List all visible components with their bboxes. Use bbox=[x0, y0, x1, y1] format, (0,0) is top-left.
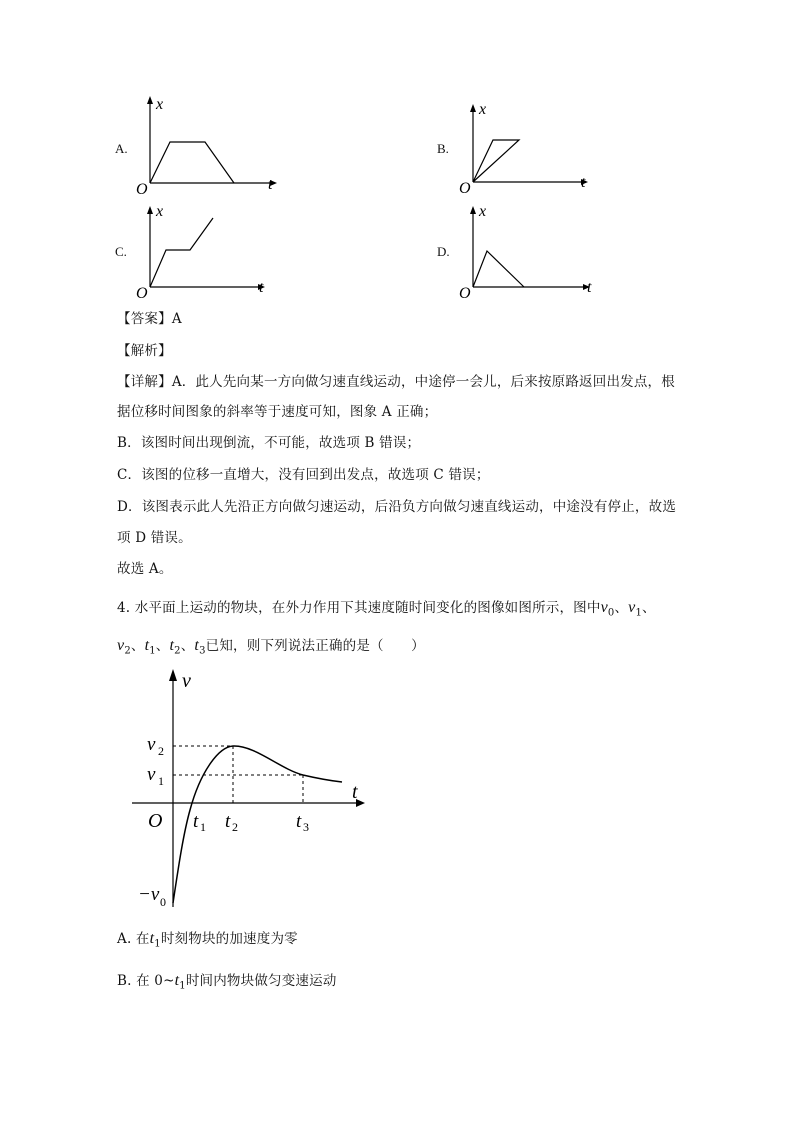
x-axis-label: x bbox=[156, 96, 164, 113]
velocity-time-graph bbox=[130, 665, 380, 915]
option-d-label: D. bbox=[437, 244, 450, 259]
detail-line-1: 【详解】A．此人先向某一方向做匀速直线运动，中途停一会儿，后来按原路返回出发点，根 bbox=[117, 374, 675, 390]
origin-label: O bbox=[459, 180, 471, 197]
detail-line-2: 据位移时间图象的斜率等于速度可知，图象 A 正确； bbox=[117, 404, 438, 420]
detail-line-4: C．该图的位移一直增大，没有回到出发点，故选项 C 错误； bbox=[117, 467, 490, 483]
origin-label: O bbox=[136, 181, 148, 198]
choice-b: B. 在 $0\sim t_1$时间内物块做匀变速运动 bbox=[117, 972, 337, 992]
v1-sub: 1 bbox=[158, 774, 164, 788]
graph-option-d bbox=[459, 198, 603, 302]
answer-line bbox=[117, 308, 182, 330]
graph-option-a bbox=[136, 92, 280, 198]
t2-label: t bbox=[225, 811, 231, 832]
t1-sub: 1 bbox=[200, 820, 206, 834]
v-axis-label: v bbox=[182, 670, 191, 692]
question-4-line-1: 4. 水平面上运动的物块，在外力作用下其速度随时间变化的图像如图所示，图中$v_0$、$v_1$、 bbox=[117, 599, 656, 619]
x-axis-label: x bbox=[479, 101, 487, 118]
v2-label: v bbox=[147, 734, 156, 755]
t3-label: t bbox=[296, 811, 302, 832]
graph-option-c bbox=[136, 198, 280, 302]
graph-option-b bbox=[459, 96, 603, 197]
detail-line-5: D．该图表示此人先沿正方向做匀速运动，后沿负方向做匀速直线运动，中途没有停止，故选 bbox=[117, 499, 677, 515]
v2-sub: 2 bbox=[158, 744, 164, 758]
v-axis-arrow bbox=[169, 669, 177, 681]
option-b-label: B. bbox=[437, 141, 449, 156]
velocity-curve bbox=[173, 746, 342, 903]
detail-bracket: 【详解】 bbox=[117, 374, 172, 390]
origin-label: O bbox=[136, 285, 148, 302]
answer-value: A bbox=[171, 311, 182, 327]
t-axis-label: t bbox=[587, 279, 592, 296]
choice-a: A. 在$t_1$时刻物块的加速度为零 bbox=[117, 930, 298, 950]
t-axis-label: t bbox=[352, 781, 358, 803]
origin-label: O bbox=[459, 285, 471, 302]
t-axis-label: t bbox=[268, 176, 273, 193]
detail-line-7: 故选 A。 bbox=[117, 561, 173, 577]
x-axis-label: x bbox=[479, 203, 487, 220]
neg-v0-sub: 0 bbox=[160, 895, 166, 909]
t1-label: t bbox=[193, 811, 199, 832]
analysis-heading: 【解析】 bbox=[117, 343, 172, 359]
t-axis-label: t bbox=[581, 174, 586, 191]
detail-line-3: B．该图时间出现倒流，不可能，故选项 B 错误； bbox=[117, 435, 421, 451]
option-c-label: C. bbox=[115, 244, 127, 259]
question-4-line-2: $v_2$、$t_1$、$t_2$、$t_3$已知，则下列说法正确的是（ ） bbox=[117, 637, 425, 657]
neg-v0-label: −v bbox=[138, 884, 160, 905]
option-a-label: A. bbox=[115, 141, 128, 156]
t3-sub: 3 bbox=[303, 820, 309, 834]
detail-line-6: 项 D 错误。 bbox=[117, 530, 192, 546]
v1-label: v bbox=[147, 764, 156, 785]
origin-label: O bbox=[148, 810, 163, 832]
t2-sub: 2 bbox=[232, 820, 238, 834]
t-axis-label: t bbox=[259, 279, 264, 296]
x-axis-label: x bbox=[156, 203, 164, 220]
answer-bracket: 【答案】 bbox=[117, 311, 172, 327]
